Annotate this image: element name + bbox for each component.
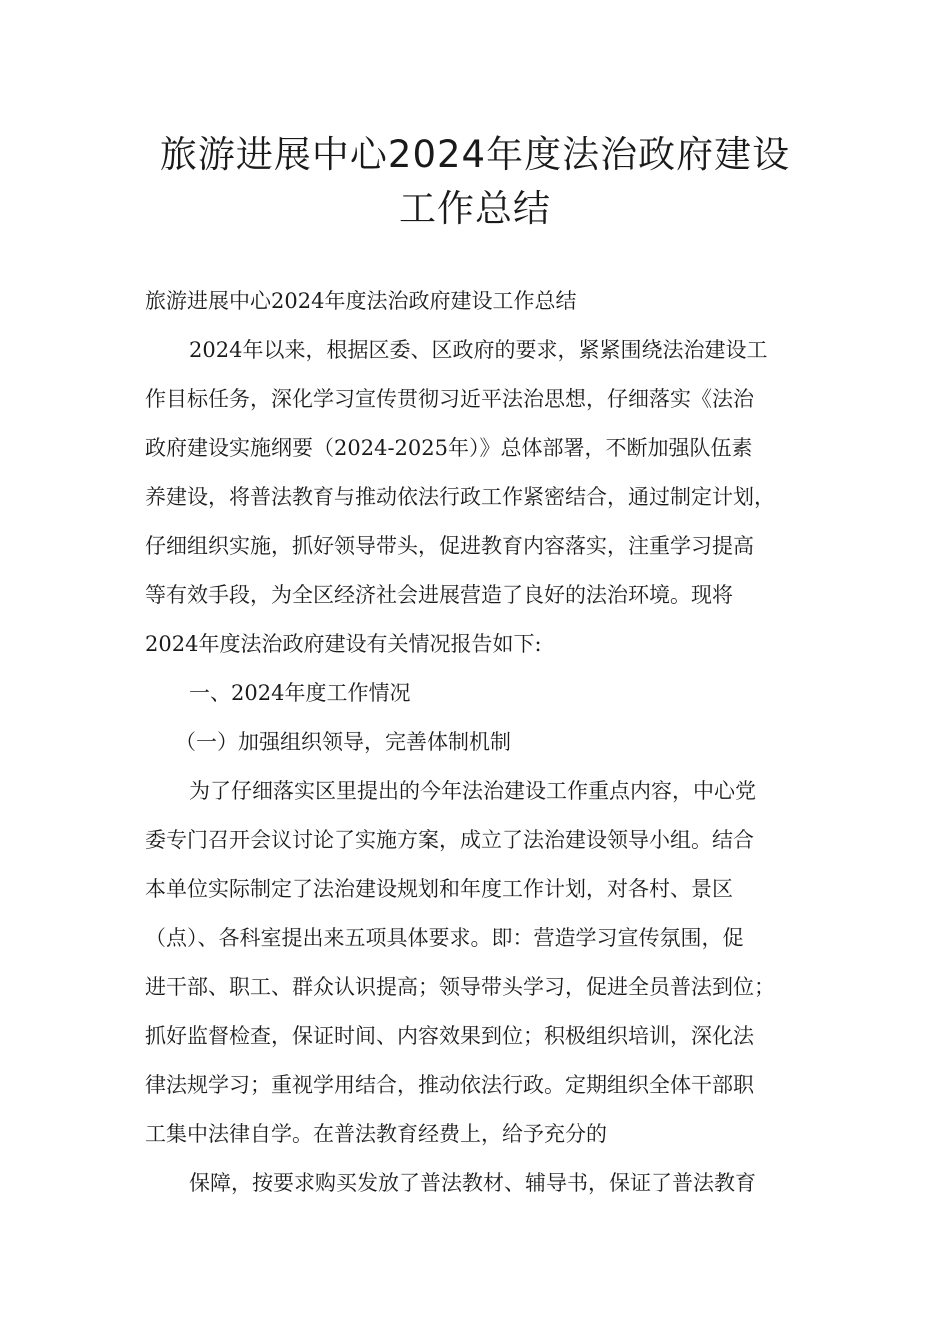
document-body <box>145 284 825 1215</box>
section-heading: 一、2024年度工作情况 <box>189 681 411 705</box>
subtitle-line: 旅游进展中心2024年度法治政府建设工作总结 <box>145 289 577 313</box>
title-line-2: 工作总结 <box>399 187 551 230</box>
paragraph-line: 为了仔细落实区里提出的今年法治建设工作重点内容，中心党 <box>189 779 756 803</box>
paragraph-line: 等有效手段，为全区经济社会进展营造了良好的法治环境。现将 <box>145 583 733 607</box>
paragraph-line: 养建设，将普法教育与推动依法行政工作紧密结合，通过制定计划， <box>145 485 775 509</box>
paragraph-line: 进干部、职工、群众认识提高；领导带头学习，促进全员普法到位； <box>145 975 775 999</box>
paragraph-line: 律法规学习；重视学用结合，推动依法行政。定期组织全体干部职 <box>145 1073 754 1097</box>
document-title <box>100 128 850 236</box>
paragraph-line: 作目标任务，深化学习宣传贯彻习近平法治思想，仔细落实《法治 <box>145 387 754 411</box>
paragraph-line: 本单位实际制定了法治建设规划和年度工作计划，对各村、景区 <box>145 877 733 901</box>
subsection-heading: （一）加强组织领导，完善体制机制 <box>175 730 511 754</box>
title-line-1: 旅游进展中心2024年度法治政府建设 <box>159 133 791 176</box>
paragraph-line: （点）、各科室提出来五项具体要求。即：营造学习宣传氛围，促 <box>145 926 744 950</box>
paragraph-line: 仔细组织实施，抓好领导带头，促进教育内容落实，注重学习提高 <box>145 534 754 558</box>
paragraph-line: 2024年以来，根据区委、区政府的要求，紧紧围绕法治建设工 <box>189 338 768 362</box>
paragraph-line: 2024年度法治政府建设有关情况报告如下: <box>145 632 542 656</box>
paragraph-line: 工集中法律自学。在普法教育经费上，给予充分的 <box>145 1122 607 1146</box>
paragraph-line: 保障，按要求购买发放了普法教材、辅导书，保证了普法教育 <box>189 1171 756 1195</box>
paragraph-line: 抓好监督检查，保证时间、内容效果到位；积极组织培训，深化法 <box>145 1024 754 1048</box>
paragraph-line: 政府建设实施纲要（2024-2025年）》总体部署，不断加强队伍素 <box>145 436 753 460</box>
paragraph-line: 委专门召开会议讨论了实施方案，成立了法治建设领导小组。结合 <box>145 828 754 852</box>
